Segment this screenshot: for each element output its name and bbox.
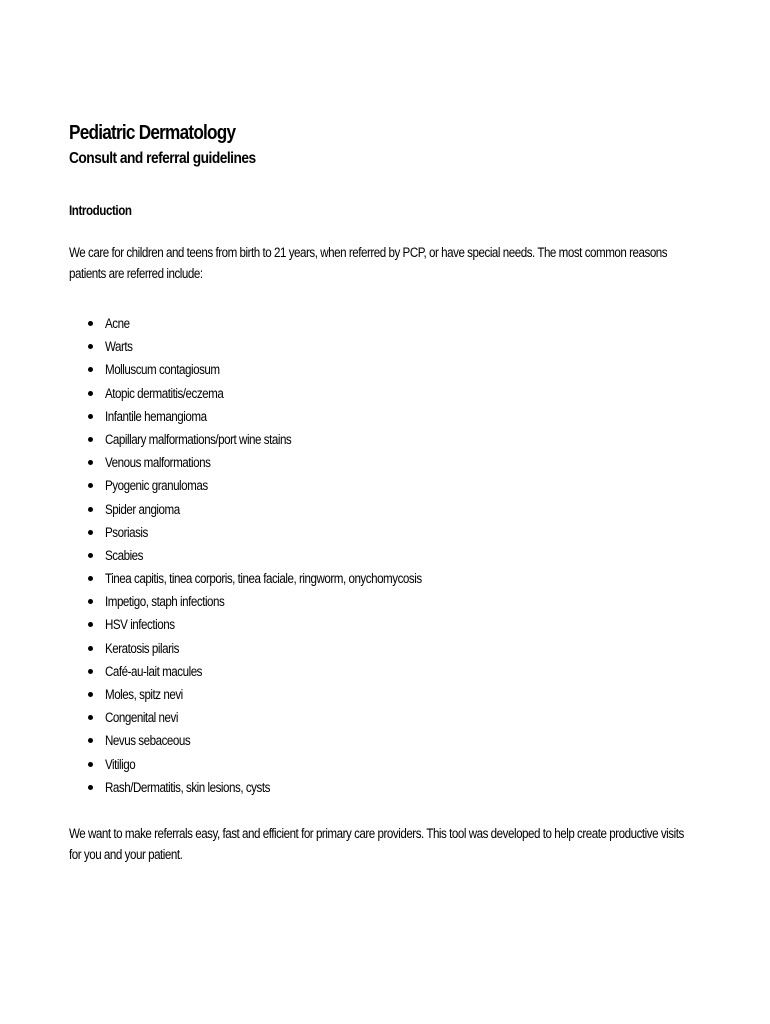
bullet-icon — [88, 367, 93, 372]
bullet-icon — [88, 414, 93, 419]
list-item — [69, 544, 699, 567]
list-item — [69, 729, 699, 752]
referral-reasons-list — [69, 312, 699, 799]
list-item — [69, 590, 699, 613]
document-subtitle: Consult and referral guidelines — [69, 150, 256, 167]
bullet-icon — [88, 530, 93, 535]
list-item-text: Scabies — [105, 547, 144, 563]
list-item-text: Venous malformations — [105, 455, 211, 471]
list-item-text: Impetigo, staph infections — [105, 594, 225, 610]
list-item — [69, 498, 699, 521]
introduction-paragraph: We care for children and teens from birth to 21 years, when referred by PCP, or have special needs. The most common reasons patients are referred include: — [69, 245, 668, 281]
list-item-text: Café-au-lait macules — [105, 663, 203, 679]
list-item — [69, 521, 699, 544]
list-item-text: Psoriasis — [105, 524, 148, 540]
list-item — [69, 683, 699, 706]
list-item-text: HSV infections — [105, 617, 175, 633]
list-item-text: Tinea capitis, tinea corporis, tinea faciale, ringworm, onychomycosis — [105, 571, 422, 587]
list-item-text: Atopic dermatitis/eczema — [105, 385, 224, 401]
introduction-heading: Introduction — [69, 203, 132, 218]
list-item — [69, 428, 699, 451]
bullet-icon — [88, 576, 93, 581]
list-item-text: Capillary malformations/port wine stains — [105, 431, 292, 447]
list-item-text: Acne — [105, 316, 130, 331]
list-item — [69, 382, 699, 405]
bullet-icon — [88, 599, 93, 604]
list-item-text: Vitiligo — [105, 756, 136, 772]
list-item — [69, 451, 699, 474]
list-item — [69, 706, 699, 729]
list-item — [69, 312, 699, 335]
list-item — [69, 637, 699, 660]
bullet-icon — [88, 507, 93, 512]
bullet-icon — [88, 785, 93, 790]
bullet-icon — [88, 738, 93, 743]
bullet-icon — [88, 344, 93, 349]
list-item — [69, 776, 699, 799]
list-item — [69, 358, 699, 381]
list-item — [69, 335, 699, 358]
list-item-text: Spider angioma — [105, 501, 180, 517]
list-item-text: Keratosis pilaris — [105, 640, 179, 656]
list-item-text: Congenital nevi — [105, 710, 178, 726]
list-item-text: Pyogenic granulomas — [105, 478, 208, 494]
bullet-icon — [88, 669, 93, 674]
list-item — [69, 405, 699, 428]
bullet-icon — [88, 646, 93, 651]
bullet-icon — [88, 762, 93, 767]
document-title: Pediatric Dermatology — [69, 122, 236, 144]
list-item-text: Rash/Dermatitis, skin lesions, cysts — [105, 779, 270, 795]
list-item-text: Nevus sebaceous — [105, 733, 191, 749]
bullet-icon — [88, 715, 93, 720]
closing-paragraph: We want to make referrals easy, fast and efficient for primary care providers. This tool was developed to help create productive visits for you and your patient. — [69, 825, 684, 862]
list-item — [69, 567, 699, 590]
list-item — [69, 474, 699, 497]
bullet-icon — [88, 321, 93, 326]
bullet-icon — [88, 622, 93, 627]
list-item — [69, 613, 699, 636]
list-item-text: Warts — [105, 339, 133, 355]
bullet-icon — [88, 483, 93, 488]
bullet-icon — [88, 460, 93, 465]
bullet-icon — [88, 553, 93, 558]
list-item — [69, 753, 699, 776]
bullet-icon — [88, 692, 93, 697]
list-item-text: Moles, spitz nevi — [105, 687, 183, 702]
bullet-icon — [88, 391, 93, 396]
bullet-icon — [88, 437, 93, 442]
list-item-text: Molluscum contagiosum — [105, 362, 220, 378]
list-item — [69, 660, 699, 683]
document-content — [69, 120, 699, 865]
list-item-text: Infantile hemangioma — [105, 408, 207, 424]
